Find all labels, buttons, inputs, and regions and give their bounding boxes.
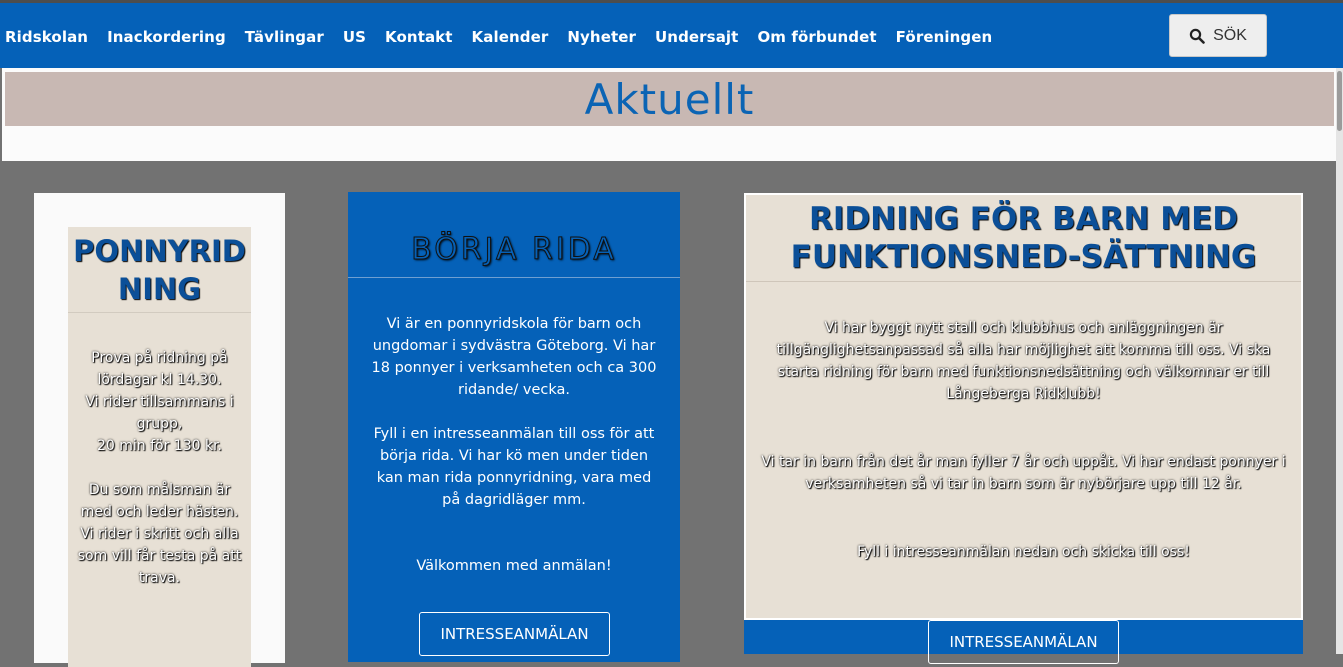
nav-item-tavlingar[interactable]: Tävlingar [244,28,324,46]
search-button[interactable] [1169,14,1267,57]
card-ponnyridning [34,193,285,663]
card-funktionsnedsattning-paragraph: Vi har byggt nytt stall och klubbhus och anläggningen är tillgänglighetsanpassad så alla har möjlighet att komma till oss. Vi ska starta ridning för barn med funktionsnedsättning och välkomnar er till Långeberga Ridklubb! [776,320,1271,402]
nav-item-ridskolan[interactable]: Ridskolan [5,28,89,46]
card-borja-rida [348,192,680,662]
magnifier-icon [1189,28,1205,44]
nav-item-us[interactable]: US [342,28,367,46]
card-ridning-funktionsnedsattning [744,193,1303,620]
top-navigation-bar [0,0,1343,68]
card-borja-rida-title: BÖRJA RIDA [348,192,680,278]
card-funktionsnedsattning-footer [744,620,1303,654]
card-ponnyridning-title: PONNYRIDNING [68,227,251,313]
page-heading-band [5,72,1334,126]
card-ponnyridning-text: Prova på ridning på lördagar kl 14.30. Vi rider tillsammans i grupp, 20 min för 130 kr. Du som målsman är med och leder hästen. Vi rider i skritt och alla som vill får testa på att trava. [77,350,242,586]
card-funktionsnedsattning-title: RIDNING FÖR BARN MED FUNKTIONSNED-SÄTTNING [746,195,1301,282]
intresseanmalan-button[interactable]: INTRESSEANMÄLAN [928,620,1119,664]
search-label: SÖK [1213,26,1247,44]
page-heading-area [2,68,1336,161]
page-scrollbar[interactable] [1336,68,1343,654]
intresseanmalan-button[interactable]: INTRESSEANMÄLAN [419,612,610,656]
nav-item-kalender[interactable]: Kalender [471,28,549,46]
nav-item-nyheter[interactable]: Nyheter [567,28,637,46]
nav-item-foreningen[interactable]: Föreningen [895,28,993,46]
nav-item-undersajt[interactable]: Undersajt [655,28,739,46]
nav-item-kontakt[interactable]: Kontakt [385,28,453,46]
card-funktionsnedsattning-text [760,317,1287,609]
main-nav [5,3,1011,71]
page-title: Aktuellt [584,74,755,124]
card-funktionsnedsattning-paragraph: Vi tar in barn från det år man fyller 7 år och uppåt. Vi har endast ponnyer i verksamheten så vi tar in barn som är nybörjare upp till 12 år. [761,454,1286,492]
scrollbar-thumb[interactable] [1337,71,1342,131]
card-funktionsnedsattning-paragraph: Fyll i intresseanmälan nedan och skicka till oss! [857,544,1190,560]
card-ponnyridning-panel [68,227,251,667]
card-borja-rida-text: Vi är en ponnyridskola för barn och ungdomar i sydvästra Göteborg. Vi har 18 ponnyer i verksamheten och ca 300 ridande/ vecka. Fyll i en intresseanmälan till oss för att börja rida. Vi har kö men under tiden kan man rida ponnyridning, vara med på dagridläger mm. Välkommen med anmälan! [371,316,657,574]
nav-item-om-forbundet[interactable]: Om förbundet [757,28,877,46]
nav-item-inackordering[interactable]: Inackordering [107,28,226,46]
